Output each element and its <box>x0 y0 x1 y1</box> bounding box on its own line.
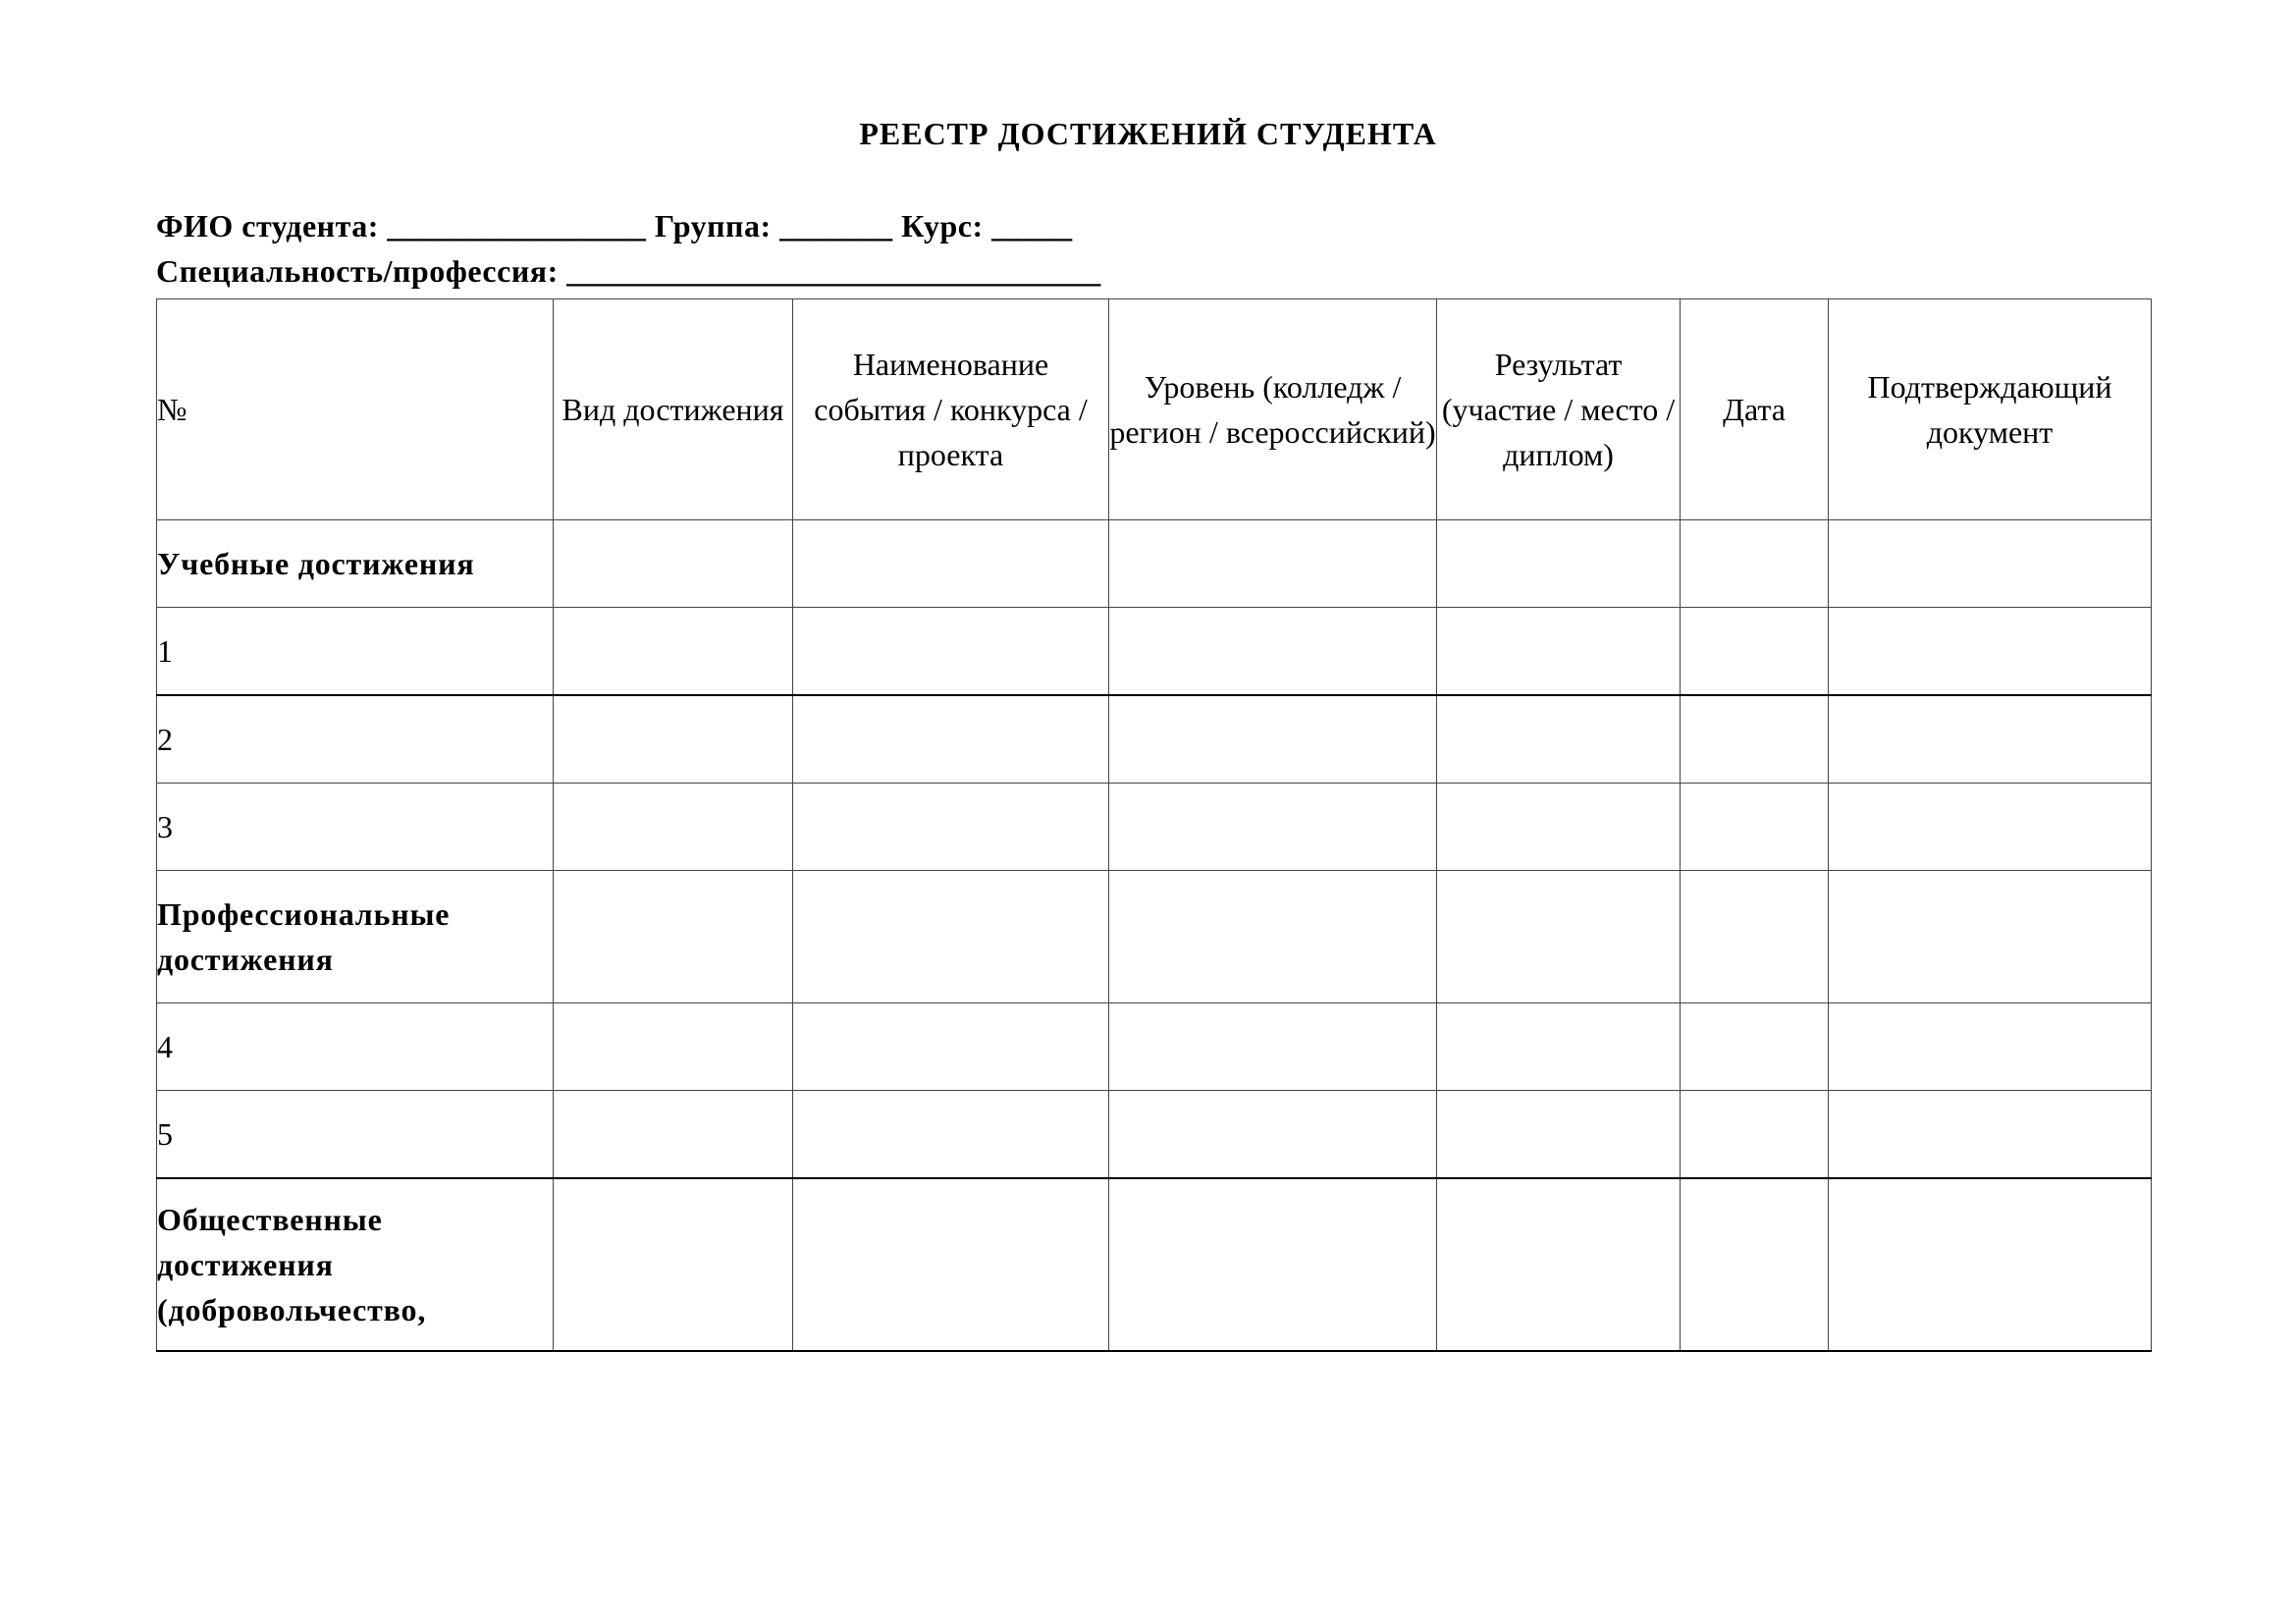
table-cell[interactable] <box>1437 1091 1681 1179</box>
table-cell[interactable] <box>1829 1003 2152 1091</box>
table-cell[interactable] <box>1437 871 1681 1003</box>
table-header-row <box>157 299 2152 520</box>
table-row <box>157 784 2152 871</box>
table-cell[interactable] <box>1829 871 2152 1003</box>
table-cell[interactable] <box>554 520 793 608</box>
table-cell[interactable] <box>554 1178 793 1351</box>
header-level: Уровень (колледж / регион / всероссийский) <box>1109 299 1437 520</box>
table-cell[interactable] <box>793 1178 1109 1351</box>
table-cell[interactable] <box>793 1003 1109 1091</box>
table-cell[interactable] <box>793 1091 1109 1179</box>
table-cell[interactable] <box>1681 871 1829 1003</box>
table-row <box>157 695 2152 784</box>
table-cell[interactable] <box>1681 608 1829 696</box>
page-title: РЕЕСТР ДОСТИЖЕНИЙ СТУДЕНТА <box>859 116 1437 151</box>
row-number: 3 <box>157 784 554 871</box>
table-cell[interactable] <box>1109 1178 1437 1351</box>
table-cell[interactable] <box>1681 1091 1829 1179</box>
table-cell[interactable] <box>793 784 1109 871</box>
row-number: 5 <box>157 1091 554 1179</box>
achievements-table <box>156 298 2152 1352</box>
table-cell[interactable] <box>1109 608 1437 696</box>
header-result: Результат (участие / место / диплом) <box>1437 299 1681 520</box>
table-cell[interactable] <box>554 871 793 1003</box>
table-cell[interactable] <box>1681 520 1829 608</box>
table-cell[interactable] <box>1829 608 2152 696</box>
table-cell[interactable] <box>1829 784 2152 871</box>
table-cell[interactable] <box>1109 784 1437 871</box>
table-cell[interactable] <box>793 608 1109 696</box>
table-cell[interactable] <box>554 608 793 696</box>
row-number: 1 <box>157 608 554 696</box>
table-cell[interactable] <box>1681 1003 1829 1091</box>
header-number: № <box>157 299 554 520</box>
header-document: Подтверждающий документ <box>1829 299 2152 520</box>
table-cell[interactable] <box>1109 871 1437 1003</box>
specialty-line[interactable]: Специальность/профессия: _________________________________ <box>156 253 1101 289</box>
table-cell[interactable] <box>1437 784 1681 871</box>
table-cell[interactable] <box>1109 1003 1437 1091</box>
table-row <box>157 871 2152 1003</box>
table-row <box>157 1003 2152 1091</box>
table-cell[interactable] <box>1109 695 1437 784</box>
table-cell[interactable] <box>554 695 793 784</box>
section-label-social: Общественные достижения (добровольчество, <box>157 1178 554 1351</box>
header-date: Дата <box>1681 299 1829 520</box>
table-cell[interactable] <box>793 695 1109 784</box>
header-event-name: Наименование события / конкурса / проекта <box>793 299 1109 520</box>
table-cell[interactable] <box>1681 1178 1829 1351</box>
table-row <box>157 608 2152 696</box>
table-cell[interactable] <box>1829 1178 2152 1351</box>
table-cell[interactable] <box>793 871 1109 1003</box>
table-cell[interactable] <box>1109 520 1437 608</box>
student-info-line[interactable]: ФИО студента: ________________ Группа: _______ Курс: _____ <box>156 208 1073 244</box>
table-cell[interactable] <box>1437 608 1681 696</box>
table-cell[interactable] <box>1109 1091 1437 1179</box>
table-cell[interactable] <box>1829 1091 2152 1179</box>
table-cell[interactable] <box>1681 695 1829 784</box>
table-cell[interactable] <box>554 784 793 871</box>
section-label-professional: Профессиональные достижения <box>157 871 554 1003</box>
header-achievement-type: Вид достижения <box>554 299 793 520</box>
table-cell[interactable] <box>554 1091 793 1179</box>
table-cell[interactable] <box>1437 695 1681 784</box>
table-row <box>157 520 2152 608</box>
table-cell[interactable] <box>1437 1003 1681 1091</box>
table-cell[interactable] <box>1829 695 2152 784</box>
table-row <box>157 1091 2152 1179</box>
table-cell[interactable] <box>1829 520 2152 608</box>
row-number: 4 <box>157 1003 554 1091</box>
section-label-academic: Учебные достижения <box>157 520 554 608</box>
table-row <box>157 1178 2152 1351</box>
table-cell[interactable] <box>554 1003 793 1091</box>
table-cell[interactable] <box>1681 784 1829 871</box>
table-cell[interactable] <box>1437 1178 1681 1351</box>
table-cell[interactable] <box>793 520 1109 608</box>
table-cell[interactable] <box>1437 520 1681 608</box>
row-number: 2 <box>157 695 554 784</box>
